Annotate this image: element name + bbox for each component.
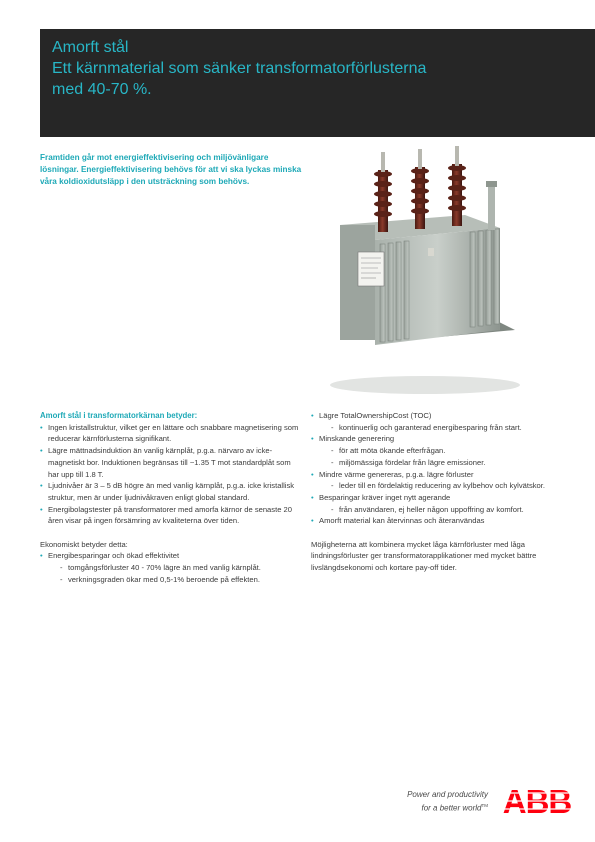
- advantage-list: [311, 410, 563, 527]
- benefit-list: [40, 422, 302, 527]
- section-heading: Amorft stål i transformatorkärnan betyder:: [40, 411, 198, 420]
- page-subtitle-line2: med 40-70 %.: [52, 81, 152, 98]
- slogan-line2: for a better world: [421, 803, 482, 813]
- list-item-text: Energibesparingar och ökad effektivitet: [48, 551, 180, 561]
- list-item: [311, 410, 563, 433]
- sub-list: [48, 562, 302, 585]
- list-item: • Ljudnivåer är 3 – 5 dB högre än med vanlig kärnplåt, p.g.a. icke kristallisk struktur, men är under ljudnivåkraven enligt global standard.: [40, 480, 302, 503]
- transformer-image: [300, 140, 530, 400]
- sub-list-item: - verkningsgraden ökar med 0,5-1% beroende på effekten.: [60, 574, 302, 586]
- sub-list-item: - leder till en fördelaktig reducering av kylbehov och kylvätskor.: [331, 480, 563, 492]
- sub-list: [319, 422, 563, 434]
- abb-logo: [497, 784, 577, 818]
- list-item-text: Lägre TotalOwnershipCost (TOC): [319, 411, 432, 420]
- sub-list-item: - kontinuerlig och garanterad energibesparing från start.: [331, 422, 563, 434]
- list-item: • Lägre mättnadsinduktion än vanlig kärnplåt, p.g.a. närvaro av icke-magnetiskt bor. Induktionen begränsas till ~1.35 T mot standardplåt som har upp till 1.8 T.: [40, 445, 302, 480]
- list-item-text: Minskande generering: [319, 434, 395, 444]
- closing-text: Möjligheterna att kombinera mycket låga kärnförluster med låga lindningsförluster ger transformatorapplikationer med mycket bättre livslängdsekonomi och kortare pay-off tider.: [311, 539, 537, 573]
- trademark: TM: [481, 803, 488, 808]
- list-item: [311, 492, 563, 515]
- economy-heading: Ekonomiskt betyder detta:: [40, 539, 128, 549]
- list-item: [311, 515, 563, 527]
- list-item: [311, 433, 563, 468]
- list-item: [40, 550, 302, 585]
- sub-list-item: - från användaren, ej heller någon uppoffring av komfort.: [331, 504, 563, 516]
- list-item-text: Besparingar kräver inget nytt agerande: [319, 492, 451, 502]
- page-title: Amorft stål: [52, 39, 129, 56]
- list-item: • Energibolagstester på transformatorer med amorfa kärnor de senaste 20 åren visar på ingen försämring av kvaliteterna över tiden.: [40, 504, 302, 527]
- sub-list: [319, 480, 563, 492]
- slogan-line1: Power and productivity: [407, 790, 488, 799]
- title-banner: [40, 29, 595, 137]
- sub-list: [319, 445, 563, 468]
- svg-text:ABB: ABB: [502, 784, 572, 818]
- right-column: [311, 410, 563, 574]
- sub-list-item: - miljömässiga fördelar från lägre emissioner.: [331, 457, 563, 469]
- sub-list: [319, 504, 563, 516]
- slogan: [362, 789, 488, 814]
- page-subtitle-line1: Ett kärnmaterial som sänker transformatorförlusterna: [52, 60, 427, 77]
- intro-text: Framtiden går mot energieffektivisering och miljövänligare lösningar. Energieffektivisering behövs för att vi ska lyckas minska våra koldioxidutsläpp i den utsträckning som behövs.: [40, 153, 302, 187]
- sub-list-item: - för att möta ökande efterfrågan.: [331, 445, 563, 457]
- list-item-text: Amorft material kan återvinnas och återanvändas: [319, 516, 485, 526]
- economy-list: [40, 550, 302, 585]
- list-item: [311, 469, 563, 492]
- list-item-text: Mindre värme genereras, p.g.a. lägre förluster: [319, 469, 474, 479]
- list-item: • Ingen kristallstruktur, vilket ger en lättare och snabbare magnetisering som reducerar kärnförlusterna signifikant.: [40, 422, 302, 445]
- sub-list-item: - tomgångsförluster 40 - 70% lägre än med vanlig kärnplåt.: [60, 562, 302, 574]
- left-column: [40, 410, 302, 586]
